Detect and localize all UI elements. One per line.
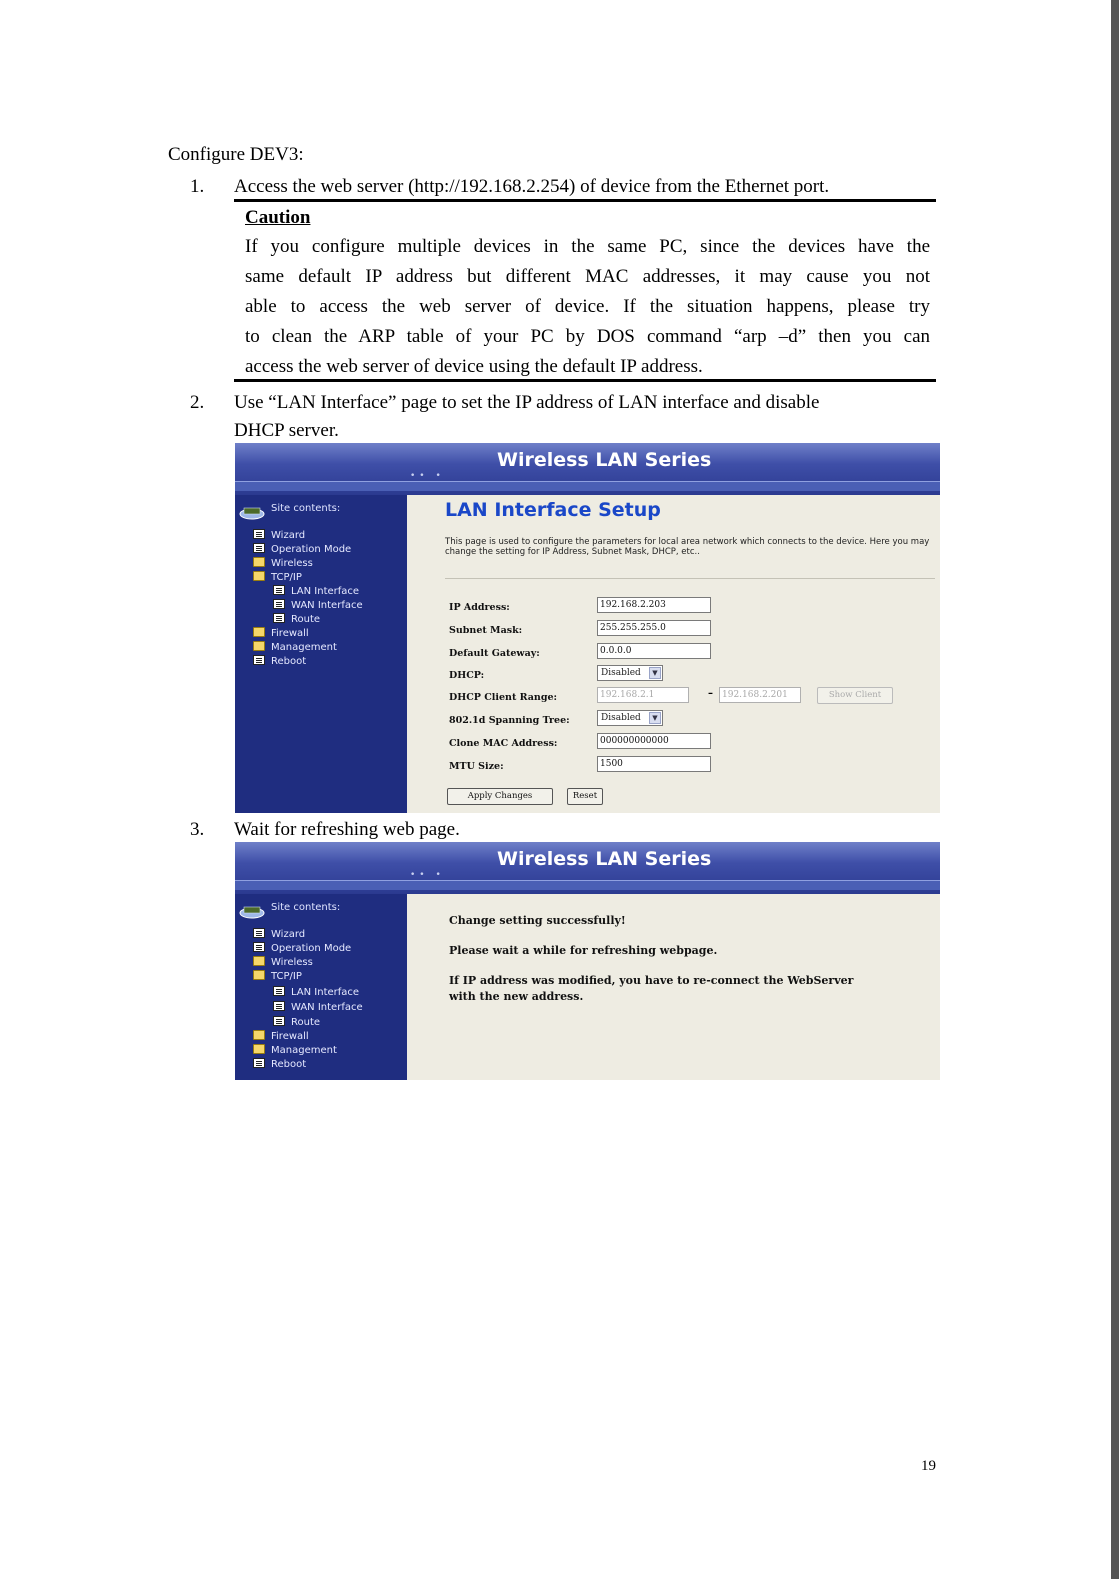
menu-reboot[interactable]	[253, 655, 306, 667]
menu-lan-interface[interactable]	[273, 585, 359, 597]
menu-label: LAN Interface	[291, 987, 360, 998]
dhcp-select-value: Disabled	[601, 668, 641, 678]
page-icon	[253, 529, 265, 539]
step-3-number: 3.	[190, 819, 205, 840]
menu-firewall[interactable]	[253, 1030, 309, 1042]
folder-icon	[253, 557, 265, 567]
menu-label: Management	[271, 1045, 337, 1056]
menu-label: Wireless	[271, 957, 313, 968]
subnet-mask-input[interactable]: 255.255.255.0	[597, 620, 711, 636]
menu-label: WAN Interface	[291, 600, 363, 611]
sidebar	[235, 495, 407, 813]
menu-management[interactable]	[253, 1044, 337, 1056]
page-icon	[273, 599, 285, 609]
caution-bottom-rule	[234, 379, 936, 382]
menu-label: Wizard	[271, 530, 306, 541]
menu-label: Route	[291, 614, 321, 625]
step-1-number: 1.	[190, 176, 205, 197]
banner-title: Wireless LAN Series	[497, 449, 712, 471]
ip-address-input[interactable]: 192.168.2.203	[597, 597, 711, 613]
banner-strip	[235, 481, 940, 491]
folder-icon	[253, 1030, 265, 1040]
menu-wireless[interactable]	[253, 557, 313, 569]
menu-lan-interface[interactable]	[273, 986, 359, 998]
dhcp-client-range-label: DHCP Client Range:	[449, 692, 558, 703]
menu-label: Wizard	[271, 929, 306, 940]
banner-dots: •• •	[410, 870, 445, 880]
caution-line: to clean the ARP table of your PC by DOS command “arp –d” then you can	[245, 326, 930, 347]
banner-strip	[235, 880, 940, 890]
range-dash: –	[708, 688, 713, 699]
menu-operation-mode[interactable]	[253, 942, 351, 954]
page-icon	[273, 585, 285, 595]
folder-icon	[253, 627, 265, 637]
reset-button[interactable]: Reset	[567, 788, 603, 805]
show-client-button[interactable]: Show Client	[817, 687, 893, 704]
menu-label: Operation Mode	[271, 943, 352, 954]
caution-line: same default IP address but different MAC addresses, it may cause you not	[245, 266, 930, 287]
dhcp-range-end-input[interactable]: 192.168.2.201	[719, 687, 801, 703]
menu-label: Firewall	[271, 1031, 309, 1042]
caution-line: able to access the web server of device. If the situation happens, please try	[245, 296, 930, 317]
chevron-down-icon: ▼	[649, 712, 661, 724]
folder-icon	[253, 1044, 265, 1054]
menu-label: Reboot	[271, 1059, 307, 1070]
banner-title: Wireless LAN Series	[497, 848, 712, 870]
caution-line: access the web server of device using the default IP address.	[245, 356, 703, 377]
open-folder-icon	[253, 571, 265, 581]
menu-label: Firewall	[271, 628, 309, 639]
banner	[235, 443, 940, 495]
reconnect-message-cont: with the new address.	[449, 990, 584, 1003]
page-edge	[1111, 0, 1119, 1579]
dhcp-range-start-input[interactable]: 192.168.2.1	[597, 687, 689, 703]
reconnect-message: If IP address was modified, you have to re-connect the WebServer	[449, 974, 854, 987]
step-2-number: 2.	[190, 392, 205, 413]
menu-tcpip[interactable]	[253, 571, 302, 583]
dhcp-select[interactable]	[597, 665, 663, 681]
page-title: LAN Interface Setup	[445, 499, 661, 521]
page-icon	[253, 928, 265, 938]
chevron-down-icon: ▼	[649, 667, 661, 679]
banner	[235, 842, 940, 894]
wait-message: Please wait a while for refreshing webpage.	[449, 944, 718, 957]
refresh-screenshot	[235, 842, 940, 1080]
menu-label: TCP/IP	[271, 572, 302, 583]
page-icon	[273, 1001, 285, 1011]
site-contents-label: Site contents:	[271, 902, 341, 913]
site-contents-label: Site contents:	[271, 503, 341, 514]
banner-dots: •• •	[410, 471, 445, 481]
folder-icon	[253, 956, 265, 966]
content-area	[407, 495, 940, 813]
success-message: Change setting successfully!	[449, 914, 626, 927]
step-3-text: Wait for refreshing web page.	[234, 819, 460, 840]
ip-address-label: IP Address:	[449, 602, 510, 613]
sidebar	[235, 894, 407, 1080]
spanning-tree-select-value: Disabled	[601, 713, 641, 723]
page-description: This page is used to configure the parameters for local area network which connects to the device. Here you may change the setting for IP Address, Subnet Mask, DHCP, etc..	[445, 537, 930, 557]
page-icon	[253, 942, 265, 952]
menu-label: TCP/IP	[271, 971, 302, 982]
section-heading: Configure DEV3:	[168, 144, 304, 165]
page-icon	[253, 1058, 265, 1068]
step-2-text: Use “LAN Interface” page to set the IP address of LAN interface and disable	[234, 392, 820, 413]
mtu-size-input[interactable]: 1500	[597, 756, 711, 772]
folder-icon	[253, 641, 265, 651]
apply-changes-button[interactable]: Apply Changes	[447, 788, 553, 805]
step-1-text: Access the web server (http://192.168.2.254) of device from the Ethernet port.	[234, 176, 830, 197]
spanning-tree-label: 802.1d Spanning Tree:	[449, 715, 570, 726]
menu-label: Operation Mode	[271, 544, 352, 555]
lan-setup-screenshot	[235, 443, 940, 813]
menu-route[interactable]	[273, 613, 320, 625]
default-gateway-label: Default Gateway:	[449, 648, 540, 659]
menu-wireless[interactable]	[253, 956, 313, 968]
menu-tcpip[interactable]	[253, 970, 302, 982]
menu-label: Management	[271, 642, 337, 653]
caution-top-rule	[234, 199, 936, 202]
menu-label: Route	[291, 1017, 321, 1028]
menu-label: Wireless	[271, 558, 313, 569]
caution-line: If you configure multiple devices in the same PC, since the devices have the	[245, 236, 930, 257]
menu-wan-interface[interactable]	[273, 599, 363, 611]
divider	[445, 578, 935, 579]
menu-wizard[interactable]	[253, 928, 305, 940]
page-icon	[273, 613, 285, 623]
page-icon	[273, 1016, 285, 1026]
menu-wan-interface[interactable]	[273, 1001, 363, 1013]
menu-route[interactable]	[273, 1016, 320, 1028]
menu-label: Reboot	[271, 656, 307, 667]
menu-wizard[interactable]	[253, 529, 305, 541]
network-icon	[239, 505, 265, 521]
page-icon	[273, 986, 285, 996]
clone-mac-label: Clone MAC Address:	[449, 738, 558, 749]
menu-label: WAN Interface	[291, 1002, 363, 1013]
menu-firewall[interactable]	[253, 627, 309, 639]
caution-title: Caution	[245, 207, 311, 228]
page-icon	[253, 543, 265, 553]
open-folder-icon	[253, 970, 265, 980]
mtu-size-label: MTU Size:	[449, 761, 504, 772]
menu-reboot[interactable]	[253, 1058, 306, 1070]
content-area	[407, 894, 940, 1080]
step-2-text-cont: DHCP server.	[234, 420, 339, 441]
subnet-mask-label: Subnet Mask:	[449, 625, 523, 636]
menu-management[interactable]	[253, 641, 337, 653]
menu-label: LAN Interface	[291, 586, 360, 597]
page-icon	[253, 655, 265, 665]
dhcp-label: DHCP:	[449, 670, 485, 681]
page-number: 19	[921, 1458, 936, 1474]
clone-mac-input[interactable]: 000000000000	[597, 733, 711, 749]
default-gateway-input[interactable]: 0.0.0.0	[597, 643, 711, 659]
network-icon	[239, 904, 265, 920]
menu-operation-mode[interactable]	[253, 543, 351, 555]
spanning-tree-select[interactable]	[597, 710, 663, 726]
